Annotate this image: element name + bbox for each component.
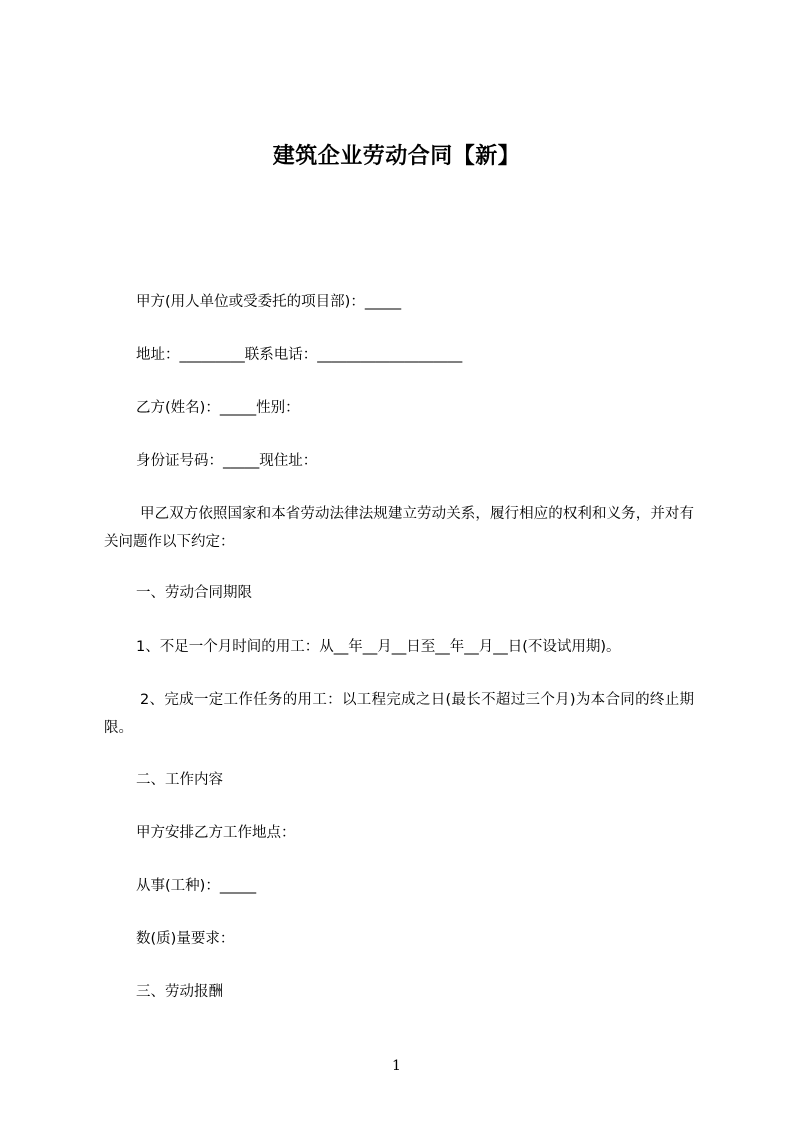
party-b-line: 乙方(姓名)：_____性别：	[136, 400, 300, 416]
work-location-line: 甲方安排乙方工作地点：	[136, 825, 296, 841]
document-title: 建筑企业劳动合同【新】	[272, 144, 521, 169]
party-a-line: 甲方(用人单位或受委托的项目部)：_____	[136, 294, 402, 310]
quality-requirement-line: 数(质)量要求：	[136, 931, 235, 947]
section1-heading: 一、劳动合同期限	[136, 585, 252, 601]
clause-1: 1、不足一个月时间的用工：从__年__月__日至__年__月__日(不设试用期)。	[136, 639, 621, 655]
id-address-line: 身份证号码：_____现住址：	[136, 453, 318, 469]
clause-2: 2、完成一定工作任务的用工：以工程完成之日(最长不超过三个月)为本合同的终止期限。	[104, 692, 694, 736]
page-number: 1	[392, 1058, 401, 1074]
address-phone-line: 地址：_________联系电话：____________________	[136, 347, 463, 363]
work-type-line: 从事(工种)：_____	[136, 878, 257, 894]
section3-heading: 三、劳动报酬	[136, 984, 223, 1000]
preamble-paragraph: 甲乙双方依照国家和本省劳动法律法规建立劳动关系，履行相应的权利和义务，并对有关问题作以下约定：	[104, 506, 694, 550]
section2-heading: 二、工作内容	[136, 772, 223, 788]
